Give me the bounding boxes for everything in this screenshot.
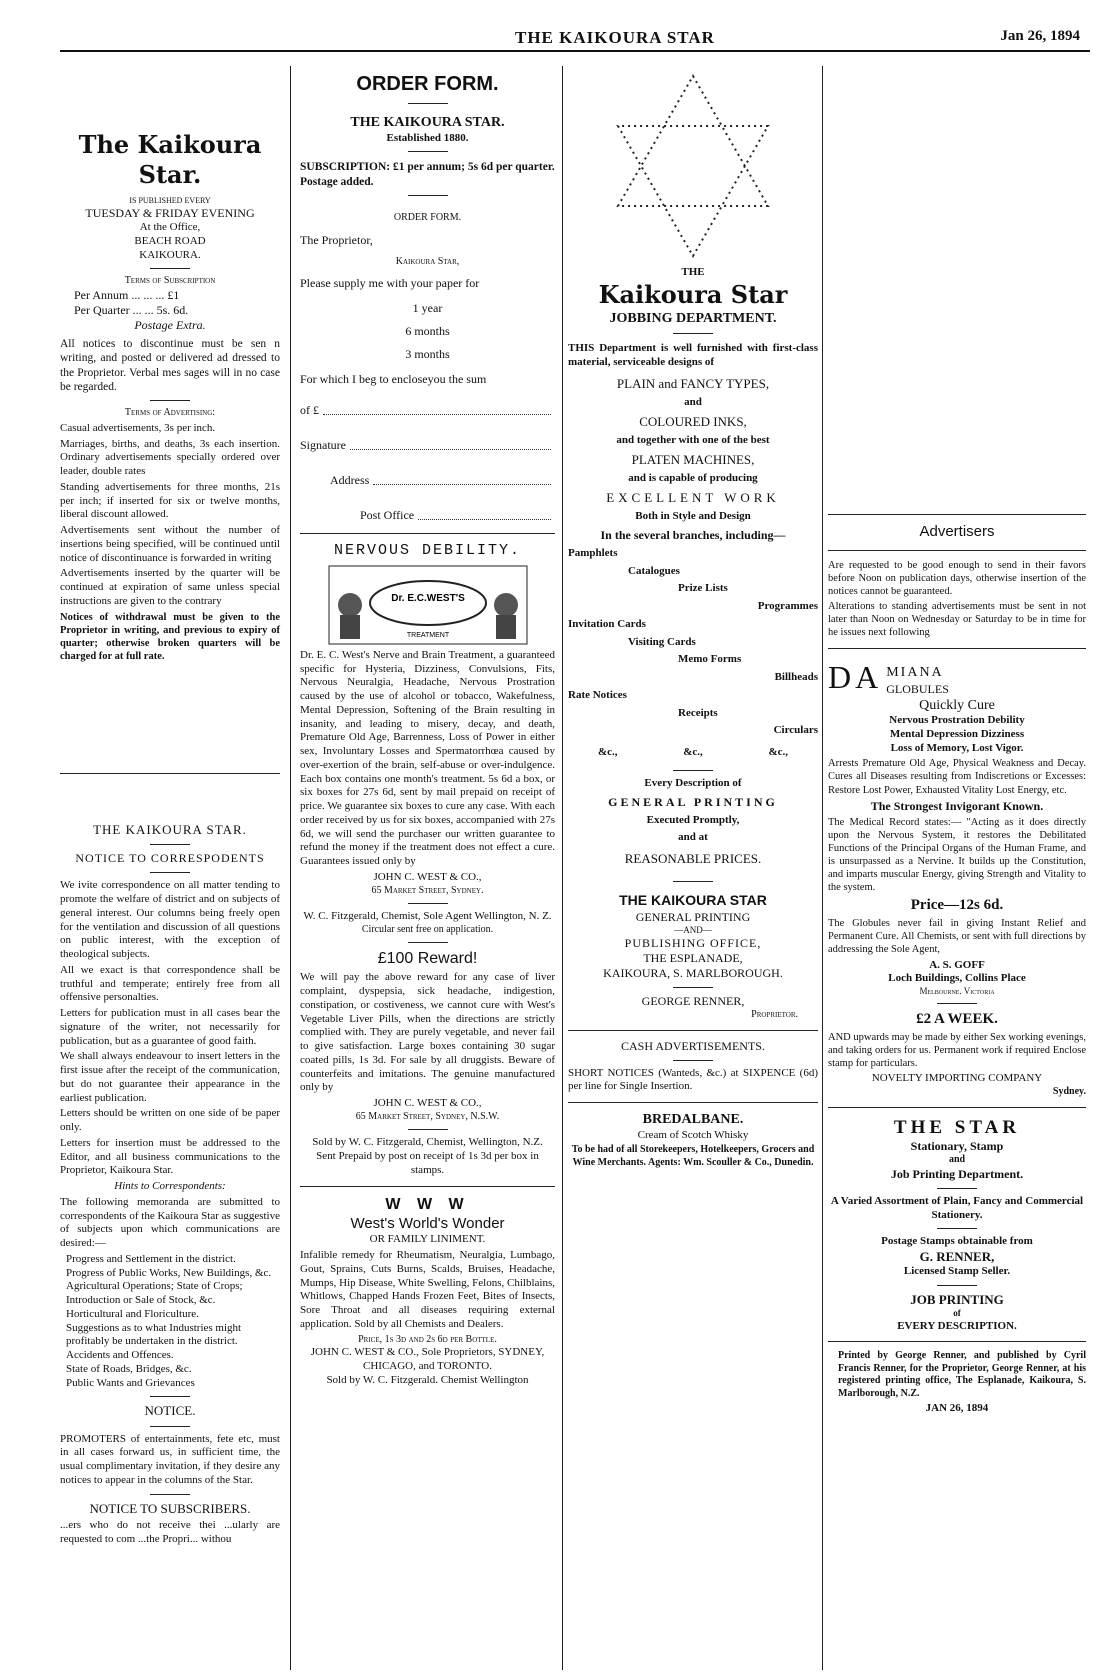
correspondents-text: Letters for publication must in all cases bear the signature of the writer, not necessarily for publication, but as a guarantee of good faith. xyxy=(60,1007,280,1047)
sent-prepaid: Sent Prepaid by post on receipt of 1s 3d per box in stamps. xyxy=(316,1150,539,1176)
every-line: Every Description of xyxy=(644,776,742,789)
job-printing: JOB PRINTING xyxy=(910,1292,1004,1308)
column-1 xyxy=(60,66,280,1548)
of-word: of xyxy=(953,1308,961,1319)
amount-field[interactable] xyxy=(323,414,551,415)
notices-text: All notices to discontinue must be sen n writing, and posted or delivered ad dressed to the Proprietor. Verbal mes sages will in no case be regarded. xyxy=(60,337,280,393)
office-line: THE ESPLANADE, xyxy=(643,951,743,965)
adv-term: Standing advertisements for three months, 21s per inch; if inserted for six or twelve months, liberal discount allowed. xyxy=(60,480,280,521)
damiana-globules: GLOBULES xyxy=(886,681,949,696)
form-label: ORDER FORM. xyxy=(393,212,462,223)
damiana-text: The Globules never fail in giving Instant Relief and Permanent Cure. All Chemists, or sent with full directions by addressing the Sole Agent, xyxy=(828,918,1086,956)
form-proprietor: The Proprietor, xyxy=(300,232,373,247)
damiana-price: Price—12s 6d. xyxy=(910,897,1004,914)
address-label: Address xyxy=(330,473,370,487)
form-enclose: For which I beg to encloseyou the sum xyxy=(300,372,487,386)
office-line: —AND— xyxy=(674,924,712,935)
inks-line: COLOURED INKS, xyxy=(639,413,747,429)
job-item: Programmes xyxy=(757,600,818,612)
wonder-heading: West's World's Wonder xyxy=(350,1214,505,1232)
paper-name: THE KAIKOURA STAR. xyxy=(350,115,505,130)
period-option[interactable]: 1 year xyxy=(412,301,443,315)
renner-name: GEORGE RENNER, xyxy=(641,994,745,1008)
subject-item: Agricultural Operations; State of Crops; Introduction or Sale of Stock, &c. xyxy=(66,1280,243,1306)
subject-item: State of Roads, Bridges, &c. xyxy=(66,1362,192,1375)
period-option[interactable]: 6 months xyxy=(405,324,450,338)
renner-title: Proprietor. xyxy=(751,1009,798,1020)
form-please: Please supply me with your paper for xyxy=(300,276,480,290)
and-word: and xyxy=(948,1154,966,1166)
and-word: and xyxy=(684,396,702,408)
subject-item: Progress of Public Works, New Buildings, &c. xyxy=(66,1266,272,1279)
circular-note: Circular sent free on application. xyxy=(361,923,494,935)
correspondents-title: THE KAIKOURA STAR. xyxy=(93,822,247,837)
strongest-line: The Strongest Invigorant Known. xyxy=(870,798,1044,813)
bredalbane-text: To be had of all Storekeepers, Hotelkeepers, Grocers and Wine Merchants. Agents: Wm. Scouller & Co., Dunedin. xyxy=(571,1144,815,1168)
column-divider xyxy=(290,66,291,1670)
liniment-text: Infalible remedy for Rheumatism, Neuralgia, Lumbago, Gout, Sprains, Cuts Burns, Scalds, Bruises, Headache, Mumps, Hip Disease, White Swelling, Felons, Chilblains, Whitlows, Chapped Hands Frozen Feet, Bites of Insects, Sore Throat and all diseases requiring external application. Sold by all Chemists and Dealers. xyxy=(300,1249,555,1330)
hints-heading: Hints to Correspondents: xyxy=(114,1180,226,1192)
column-divider xyxy=(562,66,563,1670)
post-office-field[interactable] xyxy=(418,519,551,520)
correspondents-heading: NOTICE TO CORRESPODENTS xyxy=(75,851,265,866)
platen-line: PLATEN MACHINES, xyxy=(631,451,755,467)
liniment-heading: OR FAMILY LINIMENT. xyxy=(369,1233,486,1246)
adv-term: Advertisements sent without the number of insertions being specified, will be continued until notice of discontinuance is forwarded in writing xyxy=(60,524,280,564)
goff-city: Melbourne. Victoria xyxy=(919,986,995,996)
column-2 xyxy=(300,66,555,1387)
west-company: JOHN C. WEST & CO., xyxy=(373,870,482,883)
thestar-heading: THE STAR xyxy=(893,1116,1021,1138)
week-heading: £2 A WEEK. xyxy=(916,1011,998,1028)
sold-by: Sold by W. C. Fitzgerald. Chemist Wellington xyxy=(326,1373,529,1386)
damiana-line: Nervous Prostration Debility xyxy=(889,714,1025,726)
subject-item: Suggestions as to what Industries might profitably be undertaken in the district. xyxy=(66,1321,242,1348)
week-text: AND upwards may be made by either Sex working evenings, and taking orders for us. Permanent work if required Enclose stamp for particulars. xyxy=(828,1032,1086,1070)
masthead: The Kaikoura Star. xyxy=(78,130,262,189)
cut-text: TREATMENT xyxy=(406,631,449,639)
branches-line: In the several branches, including— xyxy=(600,527,786,542)
star-of-david-icon xyxy=(568,66,818,266)
signature-label: Signature xyxy=(300,438,346,452)
fitzgerald-agent: W. C. Fitzgerald, Chemist, Sole Agent Wellington, N. Z. xyxy=(303,910,552,922)
damiana-title xyxy=(828,657,1086,697)
reasonable-line: REASONABLE PRICES. xyxy=(624,851,762,866)
jobbing-intro: THIS Department is well furnished with first-class material, serviceable designs of xyxy=(568,342,818,368)
adv-term: Notices of withdrawal must be given to the Proprietor in writing, and previous to expiry of quarter; otherwise broken quarters will be charged for at full rate. xyxy=(60,611,280,662)
nervous-text: Dr. E. C. West's Nerve and Brain Treatment, a guaranteed specific for Hysteria, Dizziness, Convulsions, Fits, Nervous Neuralgia, Headache, Nervous Prostration caused by the use of alcohol or tobacco, Wakefulness, Mental Depression, Softening of the Brain resulting in insanity, and leading to misery, decay, and death, Premature Old Age, Barrenness, Loss of Power in either sex, Involuntary Losses and Spermatorrhœa caused by over-exertion of the brain, self-abuse or over-indulgence. Each box contains one month's treatment. 5s 6d a box, or six boxes for 27s 6d, sent by mail prepaid on receipt of price. We guarantee six boxes to cure any case. With each order received by us for six boxes, accompanied with 27s 6d, we will send the purchaser our written guarantee to refund the money if the treatment does not effect a cure. Guarantees issued only by xyxy=(300,648,555,867)
column-4 xyxy=(828,66,1086,1416)
per-annum: Per Annum ... ... ... £1 xyxy=(74,287,180,302)
established: Established 1880. xyxy=(386,131,469,144)
header-title: THE KAIKOURA STAR xyxy=(515,28,715,47)
varied-text: A Varied Assortment of Plain, Fancy and Commercial Stationery. xyxy=(830,1194,1084,1221)
imprint-text: Printed by George Renner, and published by Cyril Francis Renner, for the Proprietor, George Renner, at his registered printing office, The Esplanade, Kaikoura, S. Marlborough, N.Z. xyxy=(838,1350,1086,1399)
www-heading: W W W xyxy=(385,1195,470,1213)
per-quarter: Per Quarter ... ... 5s. 6d. xyxy=(74,302,189,317)
correspondents-text: Letters for insertion must be addressed to the Editor, and all business communications to the Proprietor, Kaikoura Star. xyxy=(60,1136,280,1177)
damiana-da: DA xyxy=(828,658,883,695)
correspondents-text: All we exact is that correspondence shall be truthful and temperate; entirely free from all offensive personalties. xyxy=(60,963,280,1004)
header-date: Jan 26, 1894 xyxy=(1000,28,1080,44)
stationary-line: Stationary, Stamp xyxy=(910,1139,1004,1154)
notice-heading: NOTICE. xyxy=(144,1403,196,1419)
correspondents-text: We ivite correspondence on all matter tending to promote the welfare of district and on subjects of general interest. Our columns being freely open for the ventilation and discussion of all questions on public interest, with the exception of theological subjects. xyxy=(60,879,280,960)
period-option[interactable]: 3 months xyxy=(405,347,450,361)
office-line: KAIKOURA, S. MARLBOROUGH. xyxy=(603,966,783,980)
job-item: Receipts xyxy=(678,706,718,719)
postage-line: Postage Stamps obtainable from xyxy=(881,1235,1033,1248)
form-star: Kaikoura Star, xyxy=(395,255,460,267)
imprint-date: JAN 26, 1894 xyxy=(925,1402,989,1415)
goff-name: A. S. GOFF xyxy=(929,958,985,971)
types-line: PLAIN and FANCY TYPES, xyxy=(616,375,770,391)
pub-line: BEACH ROAD xyxy=(134,234,206,247)
jobbing-heading: JOBBING DEPARTMENT. xyxy=(609,310,777,326)
signature-field[interactable] xyxy=(350,449,551,450)
job-item: Visiting Cards xyxy=(628,635,696,648)
job-items xyxy=(568,547,818,738)
advertisers-text: Alterations to standing advertisements must be sent in not later than Noon on Wednesday or Saturday to be in time for he issues next following xyxy=(828,601,1086,639)
pub-line: At the Office, xyxy=(139,221,201,233)
renner-name: G. RENNER, xyxy=(919,1249,995,1265)
together-line: and together with one of the best xyxy=(616,434,770,446)
job-item: Pamphlets xyxy=(568,546,618,559)
nervous-heading: NERVOUS DEBILITY. xyxy=(333,542,522,559)
damiana-line: Loss of Memory, Lost Vigor. xyxy=(890,741,1024,754)
subject-item: Accidents and Offences. xyxy=(66,1349,174,1361)
and-at-line: and at xyxy=(678,831,708,844)
pub-line: KAIKOURA. xyxy=(139,248,201,261)
job-dept: Job Printing Department. xyxy=(890,1166,1024,1181)
order-form-title: ORDER FORM. xyxy=(356,73,499,95)
novelty-name: NOVELTY IMPORTING COMPANY xyxy=(871,1072,1043,1085)
of-label: of £ xyxy=(300,403,319,417)
excellent-line: EXCELLENT WORK xyxy=(606,489,780,505)
liniment-price: Price, 1s 3d and 2s 6d per Bottle. xyxy=(358,1333,497,1345)
etc-row: &c., &c., &c., xyxy=(598,746,788,758)
adv-term: Casual advertisements, 3s per inch. xyxy=(60,421,216,434)
office-line: PUBLISHING OFFICE, xyxy=(624,936,762,950)
column-divider xyxy=(822,66,823,1670)
style-line: Both in Style and Design xyxy=(635,510,751,522)
subscribers-heading: NOTICE TO SUBSCRIBERS. xyxy=(89,1500,251,1516)
pub-line: IS PUBLISHED EVERY xyxy=(129,196,211,205)
bredalbane-sub: Cream of Scotch Whisky xyxy=(637,1128,749,1141)
advertisers-heading: Advertisers xyxy=(919,523,995,540)
sold-by: Sold by W. C. Fitzgerald, Chemist, Wellington, N.Z. xyxy=(312,1136,543,1149)
office-line: GENERAL PRINTING xyxy=(635,909,751,924)
job-item: Circulars xyxy=(773,724,818,737)
job-item: Catalogues xyxy=(628,564,680,577)
star-masthead: Kaikoura Star xyxy=(598,279,788,309)
every-description: EVERY DESCRIPTION. xyxy=(897,1319,1017,1332)
cash-heading: CASH ADVERTISEMENTS. xyxy=(621,1038,765,1053)
damiana-text: The Medical Record states:— "Acting as it does directly upon the Nervous System, it restores the Debilitated Functions of the Principal Organs of the Human Frame, and is unsurpassed as a Nervine. It builds up the Constitution, and imparts muscular Energy, giving Strength and Vitality to the system. xyxy=(828,816,1086,894)
damiana-miana: MIANA xyxy=(886,665,944,680)
cut-text: Dr. E.C.WEST'S xyxy=(390,592,465,604)
subject-item: Public Wants and Grievances xyxy=(66,1376,195,1389)
terms-heading: Terms of Subscription xyxy=(124,275,216,287)
adv-heading: Terms of Advertising: xyxy=(124,407,216,419)
star-emblem xyxy=(568,66,818,266)
job-item: Memo Forms xyxy=(678,653,742,666)
west-company: JOHN C. WEST & CO., xyxy=(373,1097,482,1109)
postage-extra: Postage Extra. xyxy=(134,317,206,332)
reward-text: We will pay the above reward for any case of liver complaint, dyspepsia, sick headache, indigestion, constipation, or costiveness, we cannot cure with West's Vegetable Liver Pills, when the directions are strictly complied with. They are purely vegetable, and never fail to give satisfaction. Large boxes containing 30 sugar coated pills, 1s 3d. For sale by all druggists. Beware of counterfeits and imitations. The genuine manufactured only by xyxy=(300,971,555,1094)
page-header xyxy=(60,22,1090,52)
office-title: THE KAIKOURA STAR xyxy=(619,892,767,909)
advertisers-text: Are requested to be good enough to send in their favors before Noon on publication days, otherwise insertion of the notices cannot be guaranteed. xyxy=(828,559,1086,597)
novelty-city: Sydney. xyxy=(1052,1086,1086,1098)
job-item: Prize Lists xyxy=(678,582,728,595)
subject-item: Progress and Settlement in the district. xyxy=(66,1252,236,1265)
job-item: Billheads xyxy=(774,671,818,683)
west-address: 65 Market Street, Sydney, N.S.W. xyxy=(355,1110,500,1122)
the-label: THE xyxy=(681,266,705,278)
job-item: Invitation Cards xyxy=(568,617,646,630)
general-line: GENERAL PRINTING xyxy=(608,794,778,809)
address-field[interactable] xyxy=(373,484,551,485)
subject-item: Horticultural and Floriculture. xyxy=(66,1307,199,1320)
correspondents-text: Letters should be written on one side of be paper only. xyxy=(60,1107,280,1133)
executed-line: Executed Promptly, xyxy=(646,813,740,826)
damiana-text: Arrests Premature Old Age, Physical Weakness and Decay. Cures all Diseases resulting from Indiscretions or Excesses: Restore Lost Power, Exhausted Vitality Lost Energy, etc. xyxy=(828,758,1086,796)
short-notices: SHORT NOTICES (Wanteds, &c.) at SIXPENCE (6d) per line for Single Insertion. xyxy=(568,1066,818,1093)
column-3 xyxy=(568,66,818,1171)
correspondents-text: The following memoranda are submitted to correspondents of the Kaikoura Star as suggestive of subjects upon which communications are desired:— xyxy=(60,1195,280,1249)
bredalbane-heading: BREDALBANE. xyxy=(642,1112,744,1127)
notice-text: PROMOTERS of entertainments, fete etc, must in all cases forward us, in sufficient time, the usual complimentary invitation, if they desire any notices to appear in the columns of the Star. xyxy=(60,1432,280,1486)
correspondents-text: We shall always endeavour to insert letters in the first issue after the receipt of the communication, but do not guarantee their appearance in the earliest publication. xyxy=(60,1050,280,1104)
west-address: 65 Market Street, Sydney. xyxy=(371,884,484,896)
subscription-text: SUBSCRIPTION: £1 per annum; 5s 6d per quarter. Postage added. xyxy=(300,161,555,188)
capable-line: and is capable of producing xyxy=(628,472,758,484)
damiana-line: Mental Depression Dizziness xyxy=(889,727,1025,740)
adv-term: Advertisements inserted by the quarter will be continued at expiration of same unless special instructions are given to the contrary xyxy=(60,567,280,607)
subscribers-text: ...ers who do not receive thei ...ularly are requested to com ...the Propri... withou xyxy=(60,1518,280,1545)
west-company: JOHN C. WEST & CO., Sole Proprietors, SYDNEY, CHICAGO, and TORONTO. xyxy=(310,1346,545,1372)
job-item: Rate Notices xyxy=(568,688,627,701)
post-office-label: Post Office xyxy=(360,508,415,522)
goff-address: Loch Buildings, Collins Place xyxy=(888,972,1026,985)
pub-line: TUESDAY & FRIDAY EVENING xyxy=(85,206,255,220)
adv-term: Marriages, births, and deaths, 3s each insertion. Ordinary advertisements specially ordered over leader, double rates xyxy=(60,437,280,477)
treatment-illustration xyxy=(328,565,528,645)
reward-heading: £100 Reward! xyxy=(377,950,478,968)
licensed-line: Licensed Stamp Seller. xyxy=(903,1265,1011,1278)
quickly-cure: Quickly Cure xyxy=(919,697,995,713)
